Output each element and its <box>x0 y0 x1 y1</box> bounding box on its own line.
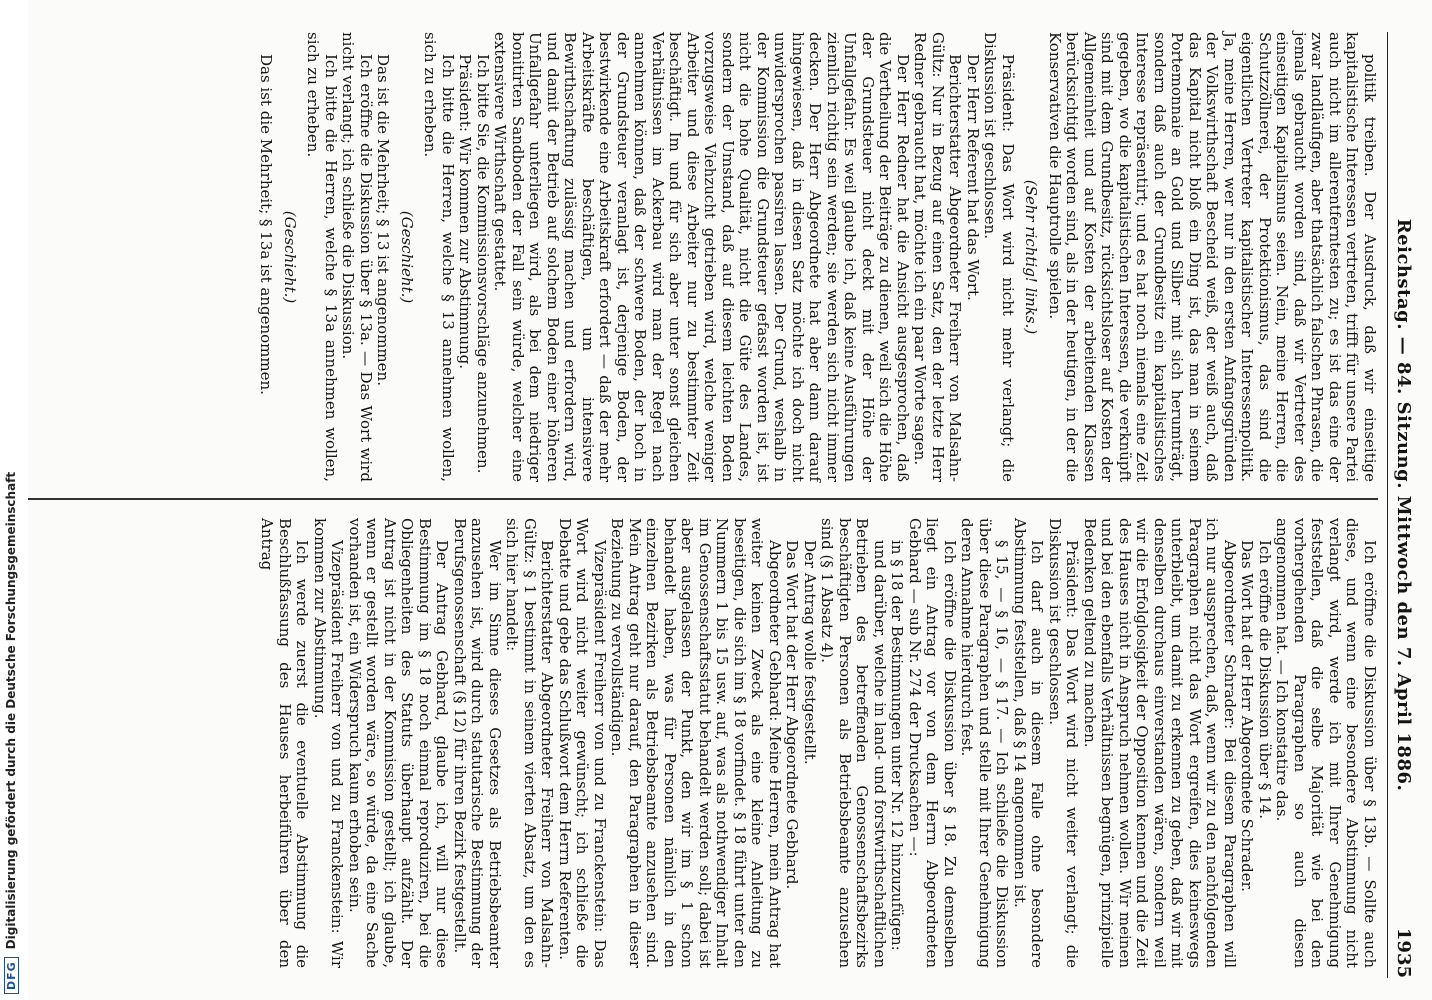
paragraph: Wer im Sinne dieses Gesetzes als Betriebsbeamter anzusehen ist, wird durch statutarische Bestimmung der Berufsgenossenschaft (§ 12) für ihren Bezirk festgestellt. <box>451 518 504 968</box>
paragraph: Ich werde zuerst die eventuelle Abstimmung die Beschlußfassung des Hauses herbeiführen über den Antrag <box>258 518 312 968</box>
paragraph: und darüber, welche in land- und forstwirthschaftlichen Betrieben des betreffenden Genossenschaftsbezirks beschäftigten Personen als Betriebsbeamte anzusehen sind (§ 1 Absatz 4). <box>818 518 889 968</box>
paragraph: Präsident: Das Wort wird nicht mehr verlangt; die Diskussion ist geschlossen. <box>981 32 1017 482</box>
paragraph: Ich eröffne die Diskussion über § 18. Zu demselben liegt ein Antrag vor von dem Herrn Abgeordneten Gebhard — sub Nr. 274 der Drucksachen —: <box>906 518 959 968</box>
paragraph: Abgeordneter Schrader: Bei diesem Paragraphen will ich nur aussprechen, daß, wenn wir zu den nachfolgenden Paragraphen nicht das Wort ergreifen, dies keineswegs unterbleibt, um damit zu erkennen zu geben, daß wir mit denselben durchaus einverstanden wären, sondern weil wir die Erfolglosigkeit der Opposition kennen und die Zeit des Hauses nicht in Anspruch nehmen wollen. Wir meinen und bei den ebenfalls Verhältnissen begnügen, prinzipielle Bedenken geltend zu machen. <box>1081 518 1239 968</box>
paragraph: Ich eröffne die Diskussion über § 13a. — Das Wort wird nicht verlangt; ich schließe die Diskussion. <box>339 32 375 482</box>
credit-line <box>4 14 19 994</box>
paragraph: § 15, — § 16, — § 17. — Ich schließe die Diskussion über diese Paragraphen und stelle mit Ihrer Genehmigung deren Annahme hierdurch fest. <box>958 518 1012 968</box>
paragraph: Vizepräsident Freiherr von und zu Franckenstein: Das Wort wird nicht weiter gewünscht; ich schließe die Debatte und gebe das Schlußwort dem Herrn Referenten. <box>556 518 609 968</box>
left-column <box>257 32 1378 482</box>
paragraph: Berichterstatter Abgeordneter Freiherr von Malsahn-Gültz: § 1 bestimmt in seinem vierten Absatz, um den es sich hier handelt: <box>503 518 557 968</box>
paragraph: Ich eröffne die Diskussion über § 14. <box>1256 540 1274 819</box>
paragraph: Präsident: Wir kommen zur Abstimmung. <box>456 54 475 370</box>
column-divider <box>8 498 1378 500</box>
paragraph: politik treiben. Der Ausdruck, daß wir einseitige kapitalistische Interessen vertreten, trifft für unsere Partei auch nicht im allerentferntesten zu; es ist das eine der zwar landläufigen, aber thatsächlich falschen Phrasen, die jemals gebraucht worden sind, daß wir Vertreter des einseitigen Kapitalismus seien. Nein, meine Herren, die Schutzzöllnerei, der Protektionismus, das sind die eigentlichen Vertreter kapitalistischer Interessenpolitik. Ja, meine Herren, wer nur in den ersten Anfangsgründen der Volkswirthschaft Bescheid weiß, der weiß auch, daß das Kapital nicht bloß ein Ding ist, das man in seinem Portemonnaie an Gold und Silber mit sich herumträgt, sondern daß auch der Grundbesitz ein kapitalistisches Interesse repräsentirt; und es hat noch niemals eine Zeit gegeben, wo die kapitalistischen Interessen, die verknüpft sind mit dem Grundbesitz, rücksichtsloser auf Kosten der Allgemeinheit und auf Kosten der arbeitenden Klassen berücksichtigt worden sind, als in der heutigen, in der die Konservativen die Hauptrolle spielen. <box>1046 32 1379 482</box>
paragraph: in § 18 der Bestimmungen unter Nr. 12 hinzuzufügen: <box>888 540 907 951</box>
page-number: 1935 <box>1393 927 1414 978</box>
paragraph: Präsident: Das Wort wird nicht weiter verlangt; die Diskussion ist geschlossen. <box>1046 518 1082 968</box>
paragraph: Das Wort hat der Herr Abgeordnete Gebhard. <box>783 540 802 890</box>
paragraph: Das ist die Mehrheit; § 13 ist angenommen. <box>374 54 393 386</box>
digitization-credit <box>0 0 28 1000</box>
paragraph: Ich bitte Sie, die Kommissionsvorschläge anzunehmen. <box>474 54 492 474</box>
paragraph: Abgeordneter Gebhard: Meine Herren, mein Antrag hat weiter keinen Zweck als eine kleine Anleitung zu beseitigen, die sich im § 18 vorfindet. § 18 führt unter den Nummern 1 bis 15 usw. auf, was als nothwendiger Inhalt im Genossenschaftsstatut behandelt werden soll; dabei ist aber ausgelassen der Punkt, den wir im § 1 schon behandelt haben, was für Personen nämlich in den einzelnen Bezirken als Betriebsbeamte anzusehen sind. Mein Antrag geht nur darauf, den Paragraphen in dieser Beziehung zu vervollständigen. <box>608 518 784 968</box>
right-column <box>258 518 1378 968</box>
header-title: Reichstag. — 84. Sitzung. Mittwoch den 7. April 1886. <box>1393 218 1414 792</box>
page-header <box>1387 32 1418 978</box>
interjection: (Sehr richtig! links.) <box>1022 179 1041 335</box>
paragraph: Ich darf auch in diesem Falle ohne besondere Abstimmung feststellen, daß § 14 angenommen ist. <box>1011 518 1047 968</box>
paragraph: Der Antrag Gebhard, glaube ich, will nur diese Bestimmung im § 18 noch einmal reproduziren, bei die Obliegenheiten des Statuts überhaupt aufzählt. Der Antrag ist nicht in der Kommission gestellt; ich glaube, wenn er gestellt worden wäre, so würde, da eine Sache vorhanden ist, ein Widerspruch kaum erhoben sein. <box>346 518 452 968</box>
interjection: (Geschieht.) <box>281 210 299 304</box>
paragraph: Ich bitte die Herren, welche § 13 annehmen wollen, sich zu erheben. <box>421 32 457 482</box>
paragraph: Der Herr Referent hat das Wort. <box>964 54 982 301</box>
paragraph: Ich eröffne die Diskussion über § 13b. — Sollte auch diese, und wenn eine besondere Abstimmung nicht verlangt wird, werde ich mit Ihrer Genehmigung feststellen, daß die selbe Majorität wie bei den vorhergehenden Paragraphen so auch diesen angenommen hat. — Ich konstatire das. <box>1273 518 1379 968</box>
paragraph: Das Wort hat der Herr Abgeordnete Schrader. <box>1238 540 1257 892</box>
paragraph: Der Antrag wolle festgestellt. <box>801 540 819 765</box>
credit-text: Digitalisierung gefördert durch die Deutsche Forschungsgemeinschaft <box>4 471 18 950</box>
paragraph: Der Herr Redner hat die Ansicht ausgesprochen, daß die Vertheilung der Beiträge zu dienen, weil sich die Höhe der Grundsteuer nicht deckt mit der Höhe der Unfallgefahr. Es weil glaube ich, daß keine Ausführungen ziemlich richtig sein werden; sie werden sich nicht immer decken. Der Herr Abgeordnete hat aber dann darauf hingewiesen, daß in diesen Satz möchte ich doch nicht unwidersprochen passiren lassen. Der Grund, weshalb in der Kommission die Grundsteuer gefasst worden ist, ist nicht die hohe Qualität, nicht die Güte des Landes, sondern der Umstand, daß auf diesem leichten Boden vorzugsweise Viehzucht getrieben wird, welche weniger Arbeiter und diese Arbeiter nur zu bestimmter Zeit beschäftigt. Im und für sich aber unter sonst gleichen Verhältnissen im Ackerbau wird man der Regel nach annehmen können, daß der schwere Boden, der hoch in der Grundsteuer veranlagt ist, derjenige Boden, der bestwirkende eine Arbeitskraft erfordert — daß der mehr Arbeitskräfte beschäftigen, um intensivere Bewirthschaftung zulässig machen und erfordern wird, und damit der Betrieb auf solchem Boden einer höheren Unfallgefahr unterliegen wird, als bei dem niedriger bonitirten Sandboden der Fall sein würde, welcher eine extensivere Wirthschaft gestattet. <box>491 32 912 482</box>
paragraph: Ich bitte die Herren, welche § 13a annehmen wollen, sich zu erheben. <box>304 32 340 482</box>
paragraph: Das ist die Mehrheit; § 13a ist angenommen. <box>257 54 276 395</box>
paragraph: Vizepräsident Freiherr von und zu Franckenstein: Wir kommen zur Abstimmung. <box>311 518 347 968</box>
paragraph: Berichterstatter Abgeordneter Freiherr von Malsahn-Gültz: Nur in Bezug auf einen Satz, den der letzte Herr Redner gebraucht hat, möchte ich ein paar Worte sagen. <box>911 32 965 482</box>
dfg-logo: DFG <box>4 957 19 994</box>
interjection: (Geschieht.) <box>398 210 416 304</box>
